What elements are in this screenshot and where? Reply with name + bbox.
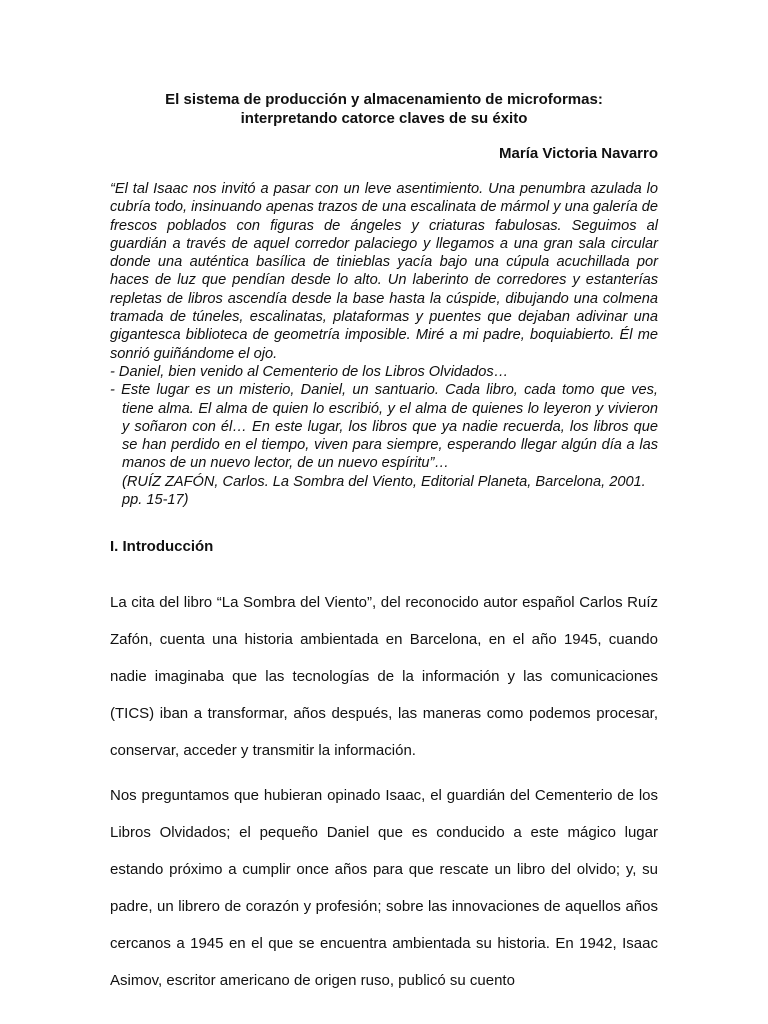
author-name: María Victoria Navarro — [499, 145, 658, 162]
quote-paragraph: “El tal Isaac nos invitó a pasar con un leve asentimiento. Una penumbra azulada lo cubría todo, insinuando apenas trazos de una escalinata de mármol y una galería de frescos poblados con figuras de ángeles y criaturas fabulosas. Seguimos al guardián a través de aquel corredor palaciego y llegamos a una gran sala circular donde una auténtica basílica de tinieblas yacía bajo una cúpula acuchillada por haces de luz que pendían desde lo alto. Un laberinto de corredores y estanterías repletas de libros ascendía desde la base hasta la cúspide, dibujando una colmena tramada de túneles, escalinatas, plataformas y puentes que dejaban adivinar una gigantesca biblioteca de geometría imposible. Miré a mi padre, boquiabierto. Él me sonrió guiñándome el ojo. — [110, 181, 658, 362]
body-paragraph-1: La cita del libro “La Sombra del Viento”, del reconocido autor español Carlos Ruíz Zafón, cuenta una historia ambientada en Barcelona, en el año 1945, cuando nadie imaginaba que las tecnologías de la información y las comunicaciones (TICS) iban a transformar, años después, las maneras como podemos procesar, conservar, acceder y transmitir la información. — [110, 594, 658, 759]
title-line-2: interpretando catorce claves de su éxito — [240, 110, 528, 127]
quote-citation: (RUÍZ ZAFÓN, Carlos. La Sombra del Viento, Editorial Planeta, Barcelona, 2001. pp. 15-17) — [122, 473, 646, 509]
document-title — [110, 90, 658, 128]
title-line-1: El sistema de producción y almacenamiento de microformas: — [165, 91, 603, 108]
section-heading: I. Introducción — [110, 538, 214, 555]
epigraph-quote — [110, 180, 658, 509]
document-page — [110, 0, 658, 1024]
quote-dialogue-line-2: - Este lugar es un misterio, Daniel, un santuario. Cada libro, cada tomo que ves, tiene alma. El alma de quien lo escribió, y el alma de quienes lo leyeron y vivieron y soñaron con él… En este lugar, los libros que ya nadie recuerda, los libros que se han perdido en el tiempo, viven para siempre, esperando llegar algún día a las manos de un nuevo lector, de un nuevo espíritu”… — [110, 382, 658, 472]
body-paragraph-2: Nos preguntamos que hubieran opinado Isaac, el guardián del Cementerio de los Libros Olvidados; el pequeño Daniel que es conducido a este mágico lugar estando próximo a cumplir once años para que rescate un libro del olvido; y, su padre, un librero de corazón y profesión; sobre las innovaciones de aquellos años cercanos a 1945 en el que se encuentra ambientada su historia. En 1942, Isaac Asimov, escritor americano de origen ruso, publicó su cuento — [110, 787, 658, 989]
quote-dialogue-line-1: - Daniel, bien venido al Cementerio de los Libros Olvidados… — [110, 363, 509, 380]
